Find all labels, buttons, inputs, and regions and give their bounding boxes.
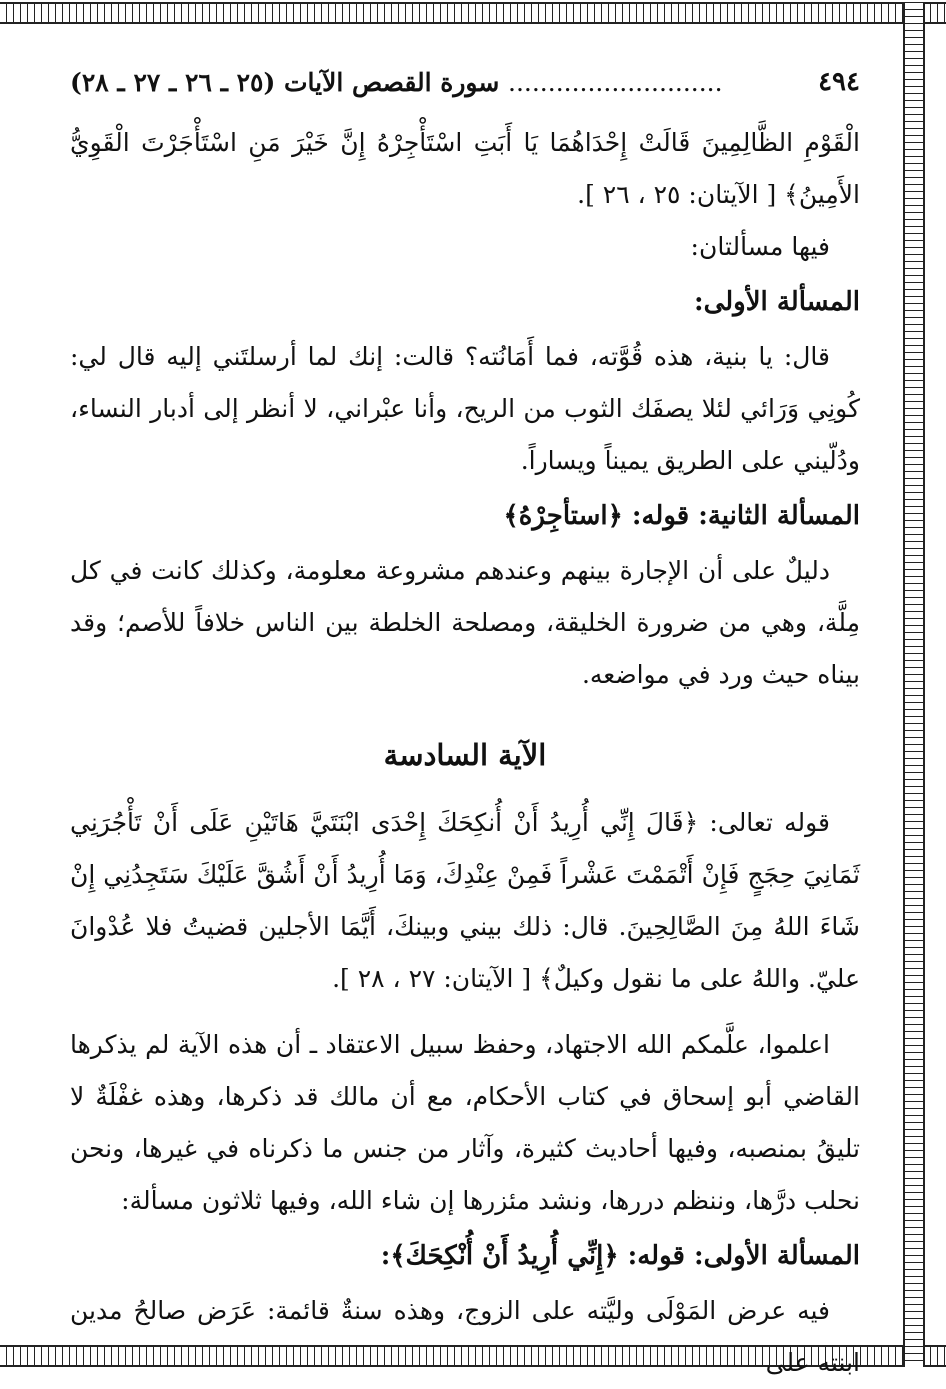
header-title <box>70 68 818 97</box>
section-title: الآية السادسة <box>383 738 547 772</box>
surah-title: سورة القصص الآيات (٢٥ ـ ٢٦ ـ ٢٧ ـ ٢٨) <box>70 67 500 97</box>
issue-text-2: دليلٌ على أن الإجارة بينهم وعندهم مشروعة معلومة، وكذلك كانت في كل مِلَّة، وهي من ضرورة الخليقة، ومصلحة الخلطة بين الناس خلافاً للأصم؛ وقد بيناه حيث ورد في مواضعه. <box>70 556 860 689</box>
page-number: ٤٩٤ <box>818 67 860 97</box>
verse-text: قوله تعالى: ﴿قَالَ إِنِّي أُرِيدُ أَنْ أُنكِحَكَ إِحْدَى ابْنَتَيَّ هَاتَيْنِ عَلَى أَنْ تَأْجُرَنِي ثَمَانِيَ حِجَجٍ فَإِنْ أَتْمَمْتَ عَشْراً فَمِنْ عِنْدِكَ، وَمَا أُرِيدُ أَنْ أَشُقَّ عَلَيْكَ سَتَجِدُنِي إِنْ شَاءَ اللهُ مِنَ الصَّالِحِينَ. قال: ذلك بيني وبينكَ، أَيَّمَا الأجلين قضيتُ فلا عُدْوانَ عليّ. واللهُ على ما نقول وكيلٌ﴾ [ الآيتان: ٢٧ ، ٢٨ ]. <box>70 808 860 993</box>
running-header <box>70 62 860 103</box>
issue-heading-3: المسألة الأولى: قوله: ﴿إِنِّي أُرِيدُ أَنْ أُنْكِحَكَ﴾: <box>380 1241 860 1271</box>
verse-continuation: الْقَوْمِ الظَّالِمِينَ قَالَتْ إِحْدَاهُمَا يَا أَبَتِ اسْتَأْجِرْهُ إِنَّ خَيْرَ مَنِ اسْتَأْجَرْتَ الْقَوِيُّ الأَمِينُ﴾ [ الآيتان: ٢٥ ، ٢٦ ]. <box>70 128 860 209</box>
header-dots: ........................... <box>508 67 723 97</box>
issue-text-3: فيه عرض المَوْلَى وليَّته على الزوج، وهذه سنةٌ قائمة: عَرَض صالحُ مدين ابنته على <box>70 1296 860 1377</box>
issues-intro: فيها مسألتان: <box>690 232 830 261</box>
issue-heading-2: المسألة الثانية: قوله: ﴿استأجِرْهُ﴾ <box>503 501 860 531</box>
page-body <box>70 62 860 1389</box>
issue-text-1: قال: يا بنية، هذه قُوَّته، فما أَمَانُته؟ قالت: إنك لما أرسلتَني إليه قال لي: كُونِي وَرَائي لئلا يصفَك الثوب من الريح، وأنا عبْراني، لا أنظر إلى أدبار النساء، ودُلّيني على الطريق يميناً ويساراً. <box>70 342 860 475</box>
page-border-right <box>903 2 925 1367</box>
issue-heading-1: المسألة الأولى: <box>693 287 860 317</box>
commentary-text: اعلموا، علَّمكم الله الاجتهاد، وحفظ سبيل الاعتقاد ـ أن هذه الآية لم يذكرها القاضي أبو إسحاق في كتاب الأحكام، مع أن مالك قد ذكرها، وهذه غفْلَةٌ لا تليقُ بمنصبه، وفيها أحاديث كثيرة، وآثار من جنس ما ذكرناه في غيرها، ونحن نحلب درَّها، وننظم دررها، ونشد مئزرها إن شاء الله، وفيها ثلاثون مسألة: <box>70 1030 860 1215</box>
page-border-top <box>0 2 946 24</box>
